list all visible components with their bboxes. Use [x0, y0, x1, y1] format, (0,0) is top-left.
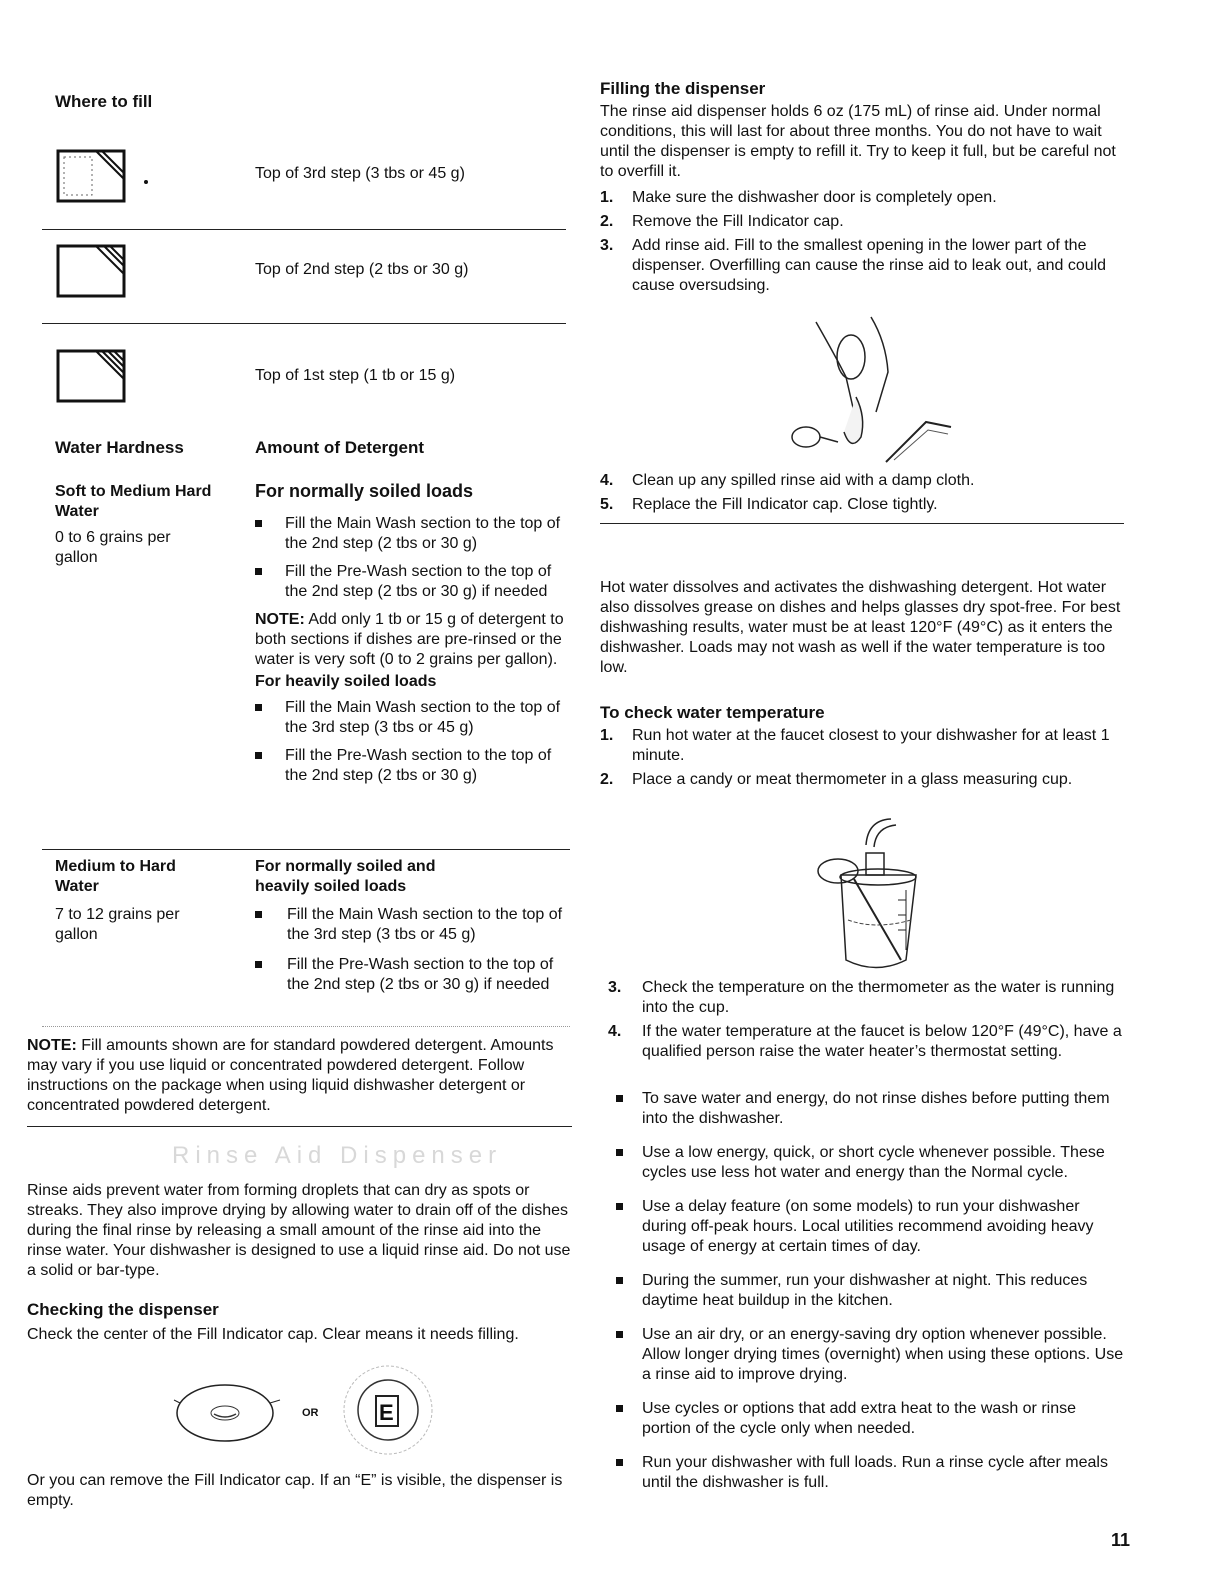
page-number: 11 [1111, 1530, 1131, 1550]
dispenser-cup-3rd-step-icon [56, 145, 134, 207]
where-to-fill-heading: Where to fill [55, 92, 153, 111]
step-dot [144, 180, 148, 184]
thermometer-measuring-cup-illustration [806, 815, 946, 975]
filling-dispenser-heading: Filling the dispenser [600, 79, 766, 98]
bullet-square [616, 1405, 623, 1412]
bullet-square [255, 568, 262, 575]
bullet-square [255, 961, 262, 968]
bullet-square [616, 1277, 623, 1284]
or-label: OR [302, 1407, 319, 1419]
right-column [596, 0, 1196, 1573]
check-temperature-heading: To check water temperature [600, 703, 825, 722]
bullet-square [616, 1203, 623, 1210]
divider [42, 229, 566, 230]
bullet-square [255, 752, 262, 759]
list-item: 4. Clean up any spilled rinse aid with a damp cloth. [600, 472, 975, 489]
soft-note: NOTE: Add only 1 tb or 15 g of detergent to both sections if dishes are pre-rinsed or the water is very soft (0 to 2 grains per gallon). [255, 611, 564, 668]
fill-indicator-cap-clear-icon [170, 1378, 292, 1448]
hand-pouring-rinse-aid-illustration [776, 302, 956, 467]
bullet-item: Fill the Pre-Wash section to the top of the 2nd step (2 tbs or 30 g) [255, 746, 565, 786]
bullet-item: Fill the Pre-Wash section to the top of the 2nd step (2 tbs or 30 g) if needed [255, 562, 565, 602]
divider [42, 323, 566, 324]
list-item: 4. If the water temperature at the faucet is below 120°F (49°C), have a qualified person raise the water heater’s thermostat setting. [608, 1023, 1122, 1060]
list-item: 3. Check the temperature on the thermometer as the water is running into the cup. [608, 979, 1115, 1016]
step-2nd-label: Top of 2nd step (2 tbs or 30 g) [255, 261, 469, 278]
bullet-square [255, 704, 262, 711]
dispenser-cup-1st-step-icon [56, 345, 134, 407]
energy-tips-list [616, 1089, 1128, 1493]
tip-item: Use cycles or options that add extra heat to the wash or rinse portion of the cycle only when needed. [616, 1399, 1128, 1439]
heavy-loads-heading: For heavily soiled loads [255, 673, 437, 690]
divider [600, 523, 1124, 524]
tip-item: Use a low energy, quick, or short cycle whenever possible. These cycles use less hot water and energy than the Normal cycle. [616, 1143, 1128, 1183]
dispenser-cup-2nd-step-icon [56, 240, 134, 302]
divider [42, 849, 570, 850]
bullet-item: Fill the Main Wash section to the top of the 3rd step (3 tbs or 45 g) [255, 698, 565, 738]
soft-water-detail [255, 480, 565, 786]
remove-cap-text: Or you can remove the Fill Indicator cap. If an “E” is visible, the dispenser is empty. [27, 1472, 563, 1509]
checking-dispenser-text: Check the center of the Fill Indicator cap. Clear means it needs filling. [27, 1326, 519, 1343]
hot-water-paragraph: Hot water dissolves and activates the dishwashing detergent. Hot water also dissolves grease on dishes and helps glasses dry spot-free. For best dishwashing results, water must be at least 120°F (49°C) as it enters the dishwasher. Loads may not wash as well if the water temperature is too low. [600, 579, 1121, 676]
hard-water-grains: 7 to 12 grains per gallon [55, 906, 180, 943]
filling-steps-a [600, 188, 1130, 296]
tip-item: To save water and energy, do not rinse dishes before putting them into the dishwasher. [616, 1089, 1128, 1129]
tip-item: During the summer, run your dishwasher at night. This reduces daytime heat buildup in the kitchen. [616, 1271, 1128, 1311]
filling-steps-b [600, 471, 1130, 515]
normal-loads-heading: For normally soiled loads [255, 481, 474, 501]
dotted-divider [42, 1026, 570, 1027]
tip-item: Use a delay feature (on some models) to run your dishwasher during off-peak hours. Local utilities recommend avoiding heavy usage of energy at certain times of day. [616, 1197, 1128, 1257]
step-1st-label: Top of 1st step (1 tb or 15 g) [255, 367, 456, 384]
left-column [0, 0, 590, 1573]
bullet-square [255, 520, 262, 527]
list-item: 2. Place a candy or meat thermometer in a glass measuring cup. [600, 771, 1073, 788]
bullet-item: Fill the Main Wash section to the top of the 3rd step (3 tbs or 45 g) [255, 905, 565, 945]
rinse-aid-heading-faint: Rinse Aid Dispenser [172, 1142, 503, 1169]
water-hardness-header: Water Hardness [55, 438, 184, 457]
soft-water-title: Soft to Medium Hard Water [55, 483, 212, 520]
tip-item: Use an air dry, or an energy-saving dry option whenever possible. Allow longer drying times (overnight) when using these options. Use a rinse aid to improve drying. [616, 1325, 1128, 1385]
list-item: 2. Remove the Fill Indicator cap. [600, 213, 844, 230]
bullet-square [616, 1149, 623, 1156]
temperature-steps-d [600, 978, 1130, 1062]
bullet-item: Fill the Pre-Wash section to the top of the 2nd step (2 tbs or 30 g) if needed [255, 955, 565, 995]
rinse-aid-paragraph: Rinse aids prevent water from forming droplets that can dry as spots or streaks. They also improve drying by allowing water to drain off of the dishes during the final rinse by releasing a small amount of the rinse aid into the rinse water. Your dishwasher is designed to use a liquid rinse aid. Do not use a solid or bar-type. [27, 1182, 571, 1279]
list-item: 1. Run hot water at the faucet closest to your dishwasher for at least 1 minute. [600, 727, 1110, 764]
list-item: 1. Make sure the dishwasher door is completely open. [600, 189, 997, 206]
divider [27, 1126, 572, 1127]
bullet-square [255, 911, 262, 918]
bullet-square [616, 1459, 623, 1466]
filling-paragraph: The rinse aid dispenser holds 6 oz (175 mL) of rinse aid. Under normal conditions, this will last for about three months. You do not have to wait until the dispenser is empty to refill it. Try to keep it full, but be careful not to overfill it. [600, 103, 1116, 180]
checking-dispenser-heading: Checking the dispenser [27, 1300, 219, 1319]
hard-water-title: Medium to Hard Water [55, 858, 176, 895]
bullet-square [616, 1331, 623, 1338]
bullet-item: Fill the Main Wash section to the top of the 2nd step (2 tbs or 30 g) [255, 514, 565, 554]
amount-detergent-header: Amount of Detergent [255, 438, 425, 457]
list-item: 5. Replace the Fill Indicator cap. Close tightly. [600, 496, 938, 513]
bullet-square [616, 1095, 623, 1102]
e-letter: E [379, 1400, 394, 1425]
step-3rd-label: Top of 3rd step (3 tbs or 45 g) [255, 165, 465, 182]
soft-water-grains: 0 to 6 grains per gallon [55, 529, 171, 566]
hard-loads-heading: For normally soiled and heavily soiled loads [255, 858, 436, 895]
fill-amounts-note: NOTE: Fill amounts shown are for standard powdered detergent. Amounts may vary if you use liquid or concentrated powdered detergent. Follow instructions on the package when using liquid dishwasher detergent or concentrated powdered detergent. [27, 1037, 554, 1114]
tip-item: Run your dishwasher with full loads. Run a rinse cycle after meals until the dishwasher is full. [616, 1453, 1128, 1493]
temperature-steps-c [600, 726, 1130, 790]
list-item: 3. Add rinse aid. Fill to the smallest opening in the lower part of the dispenser. Overfilling can cause the rinse aid to leak out, and could cause oversudsing. [600, 237, 1107, 294]
hard-water-detail [255, 857, 565, 995]
